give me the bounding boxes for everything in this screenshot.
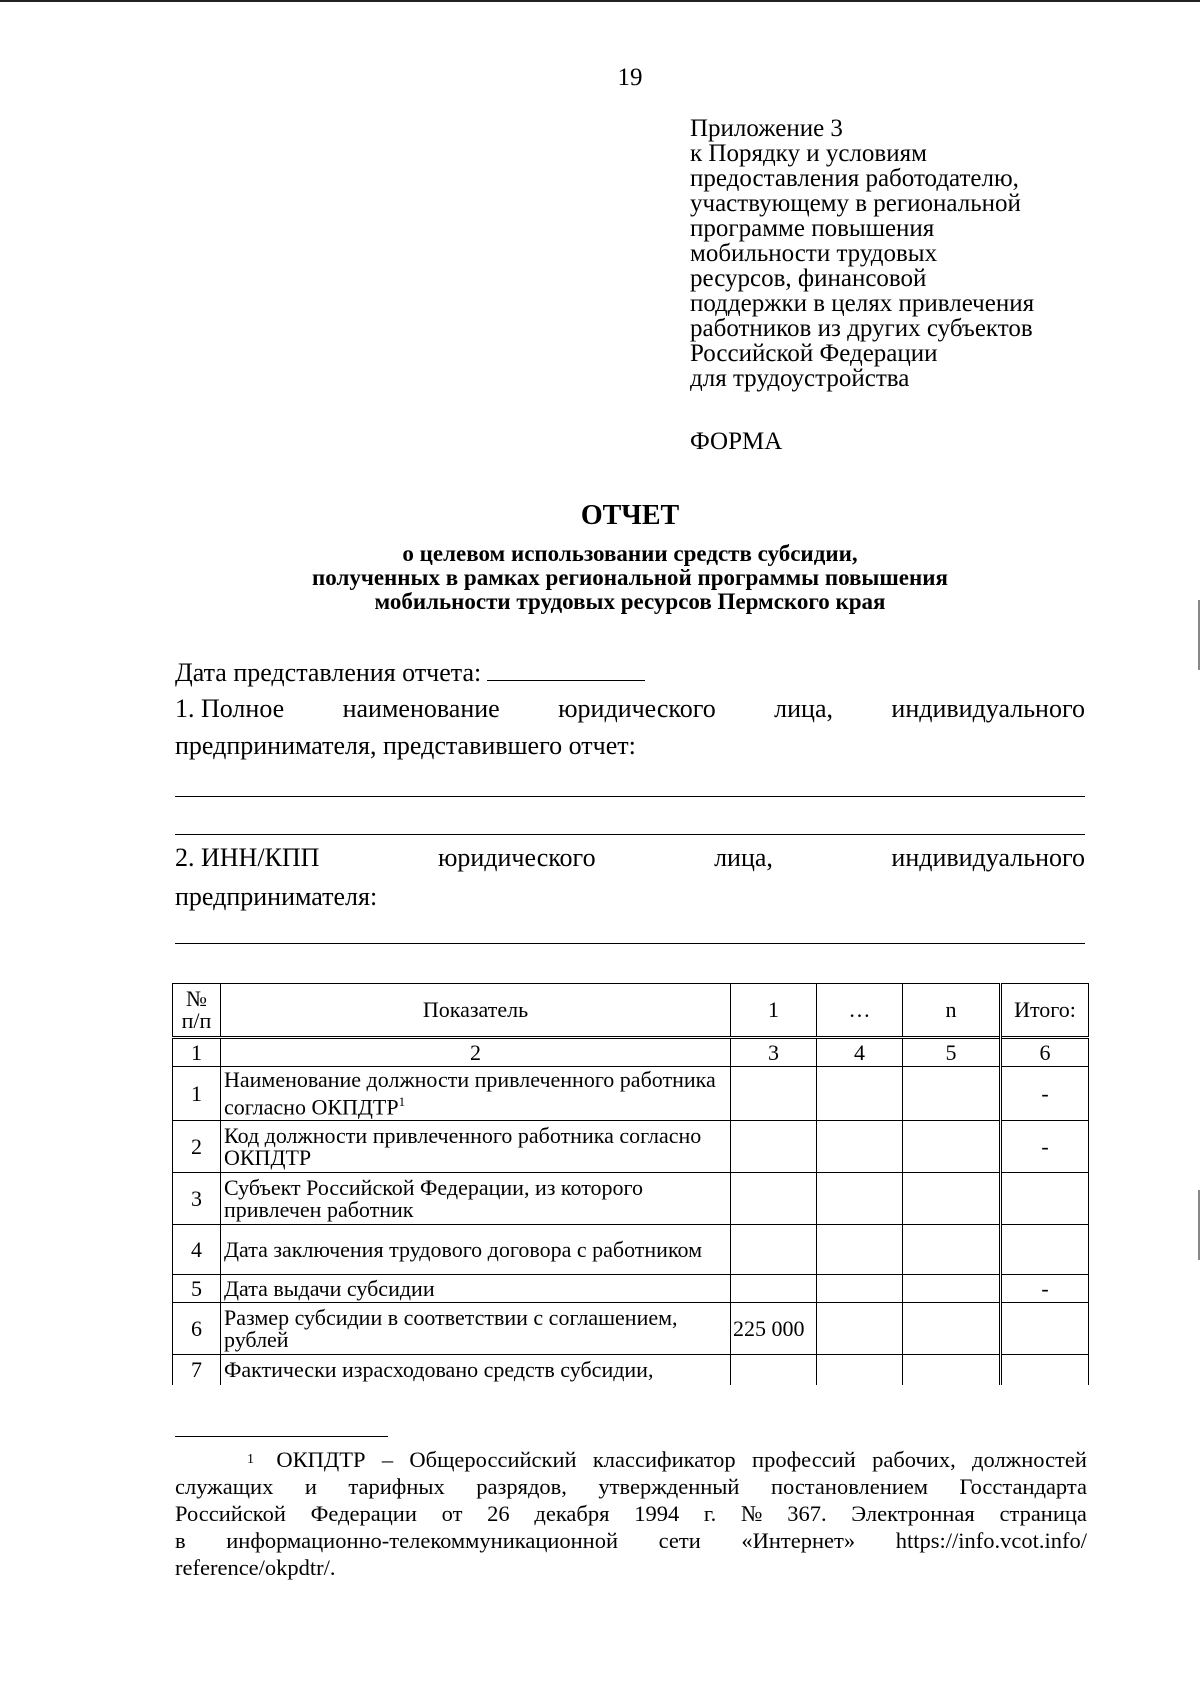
- report-subtitle: [175, 542, 1085, 614]
- value-total[interactable]: -: [1001, 1121, 1089, 1173]
- date-field: [175, 658, 645, 688]
- table-row: [173, 1225, 1089, 1275]
- value-col-n[interactable]: [903, 1225, 1001, 1275]
- report-title: ОТЧЕТ: [580, 500, 680, 531]
- row-indicator: [221, 1121, 731, 1173]
- row-indicator-text: Размер субсидии в соответствии с соглашением, рублей: [224, 1304, 678, 1352]
- header-indicator: Показатель: [221, 984, 731, 1038]
- table-header-row: [173, 984, 1089, 1038]
- row-number: 7: [173, 1355, 221, 1385]
- item-word: юридического: [437, 843, 596, 872]
- value-total[interactable]: [1001, 1303, 1089, 1355]
- row-number: 3: [173, 1173, 221, 1225]
- numbering-cell: 4: [817, 1038, 903, 1067]
- row-indicator: [221, 1173, 731, 1225]
- date-label: Дата представления отчета:: [175, 658, 482, 687]
- row-number: 5: [173, 1275, 221, 1303]
- footnote-word: рабочих,: [872, 1447, 956, 1472]
- footnote-line: [175, 1500, 1087, 1527]
- value-col-1[interactable]: 225 000: [731, 1303, 817, 1355]
- value-col-ellipsis[interactable]: [817, 1225, 903, 1275]
- value-col-1[interactable]: [731, 1067, 817, 1121]
- item-2-blank-line[interactable]: [175, 943, 1085, 944]
- item-1-blank-line[interactable]: [175, 796, 1085, 797]
- footnote-word: утвержденный: [598, 1474, 740, 1499]
- item-word: 1. Полное: [175, 694, 285, 723]
- footnote-line: [175, 1473, 1087, 1500]
- footnote-separator: [175, 1436, 388, 1437]
- row-indicator-text: Фактически израсходовано средств субсидии,: [224, 1356, 654, 1382]
- subtitle-line: о целевом использовании средств субсидии,: [402, 541, 858, 566]
- footnote-word: служащих: [175, 1474, 274, 1499]
- footnote-word: постановлением: [770, 1474, 929, 1499]
- footnote-word: в: [175, 1528, 186, 1553]
- header-col-ellipsis: …: [817, 984, 903, 1038]
- value-col-n[interactable]: [903, 1121, 1001, 1173]
- row-indicator-text: Дата выдачи субсидии: [224, 1275, 435, 1301]
- row-indicator: [221, 1355, 731, 1385]
- footnote-word: и: [304, 1474, 317, 1499]
- footnote-word: Госстандарта: [959, 1474, 1087, 1499]
- numbering-cell: 1: [173, 1038, 221, 1067]
- appendix-line: Приложение 3: [690, 115, 843, 142]
- footnote-line: [175, 1527, 1087, 1554]
- item-word: юридического: [558, 694, 716, 723]
- value-total[interactable]: [1001, 1225, 1089, 1275]
- footnote-reference: 1: [398, 1093, 406, 1109]
- value-col-n[interactable]: [903, 1173, 1001, 1225]
- appendix-line: к Порядку и условиям: [690, 140, 927, 167]
- footnote-word: 1994: [634, 1501, 680, 1526]
- page-top-border: [0, 0, 1200, 2]
- table-row: [173, 1275, 1089, 1303]
- report-table: [172, 983, 1089, 1385]
- row-indicator: [221, 1067, 731, 1121]
- footnote-word: 26: [487, 1501, 510, 1526]
- appendix-line: для трудоустройства: [690, 365, 910, 392]
- footnote-word: страница: [999, 1501, 1087, 1526]
- value-col-n[interactable]: [903, 1355, 1001, 1385]
- numbering-cell: 2: [221, 1038, 731, 1067]
- item-word: индивидуального: [891, 694, 1085, 723]
- row-indicator: [221, 1275, 731, 1303]
- date-blank-line[interactable]: [487, 660, 645, 681]
- value-col-1[interactable]: [731, 1225, 817, 1275]
- row-indicator: [221, 1303, 731, 1355]
- footnote-text: reference/okpdtr/.: [175, 1555, 336, 1580]
- row-indicator-text: Наименование должности привлеченного работника согласно ОКПДТР: [224, 1066, 716, 1120]
- value-col-ellipsis[interactable]: [817, 1173, 903, 1225]
- value-total[interactable]: [1001, 1173, 1089, 1225]
- row-number: 6: [173, 1303, 221, 1355]
- appendix-line: участвующему в региональной: [690, 190, 1021, 217]
- value-col-ellipsis[interactable]: [817, 1303, 903, 1355]
- appendix-line: программе повышения: [690, 215, 935, 242]
- appendix-line: поддержки в целях привлечения: [690, 290, 1035, 317]
- footnote-line: [175, 1446, 1087, 1473]
- table-row: [173, 1121, 1089, 1173]
- item-word: лица,: [714, 843, 773, 872]
- footnote-word: разрядов,: [476, 1474, 567, 1499]
- page-number: 19: [617, 64, 643, 91]
- item-word: лица,: [774, 694, 833, 723]
- footnote-word: должностей: [972, 1447, 1087, 1472]
- footnote-word: «Интернет»: [741, 1528, 856, 1553]
- header-total: Итого:: [1001, 984, 1089, 1038]
- subtitle-line: полученных в рамках региональной программы повышения: [312, 565, 948, 590]
- footnote-word: №: [740, 1501, 763, 1526]
- form-label: ФОРМА: [690, 428, 783, 455]
- header-number: № п/п: [173, 984, 221, 1038]
- appendix-line: ресурсов, финансовой: [690, 265, 927, 292]
- item-1-continuation: предпринимателя, представившего отчет:: [175, 731, 636, 760]
- value-col-ellipsis[interactable]: [817, 1067, 903, 1121]
- value-col-ellipsis[interactable]: [817, 1355, 903, 1385]
- footnote-word: Общероссийский: [409, 1447, 577, 1472]
- footnote-word: профессий: [752, 1447, 856, 1472]
- table-row: [173, 1067, 1089, 1121]
- item-2-text: [175, 843, 1085, 873]
- row-number: 4: [173, 1225, 221, 1275]
- footnote-word: Федерации: [310, 1501, 417, 1526]
- value-col-1[interactable]: [731, 1355, 817, 1385]
- footnote-line: [175, 1554, 1087, 1581]
- appendix-reference: [690, 116, 1130, 391]
- footnote-word: от: [441, 1501, 463, 1526]
- row-indicator-text: Субъект Российской Федерации, из которого привлечен работник: [224, 1174, 643, 1222]
- footnote-word: ОКПДТР: [276, 1447, 366, 1472]
- value-col-1[interactable]: [731, 1275, 817, 1303]
- row-number: 1: [173, 1067, 221, 1121]
- item-1-blank-line[interactable]: [175, 834, 1085, 835]
- appendix-line: работников из других субъектов: [690, 315, 1033, 342]
- footnote-word: 367.: [787, 1501, 827, 1526]
- appendix-line: мобильности трудовых: [690, 240, 938, 267]
- appendix-line: Российской Федерации: [690, 340, 938, 367]
- value-col-n[interactable]: [903, 1303, 1001, 1355]
- value-total[interactable]: -: [1001, 1275, 1089, 1303]
- value-col-1[interactable]: [731, 1173, 817, 1225]
- header-col-1: 1: [731, 984, 817, 1038]
- footnote-word: Электронная: [851, 1501, 975, 1526]
- value-col-n[interactable]: [903, 1275, 1001, 1303]
- row-indicator-text: Код должности привлеченного работника согласно ОКПДТР: [224, 1122, 702, 1170]
- numbering-cell: 3: [731, 1038, 817, 1067]
- header-col-n: n: [903, 984, 1001, 1038]
- item-2-continuation: предпринимателя:: [175, 882, 378, 911]
- value-col-n[interactable]: [903, 1067, 1001, 1121]
- footnote: [175, 1446, 1087, 1581]
- footnote-word: https://info.vcot.info/: [895, 1528, 1087, 1553]
- item-word: 2. ИНН/КПП: [175, 843, 320, 872]
- numbering-cell: 6: [1001, 1038, 1089, 1067]
- footnote-word: –: [381, 1447, 394, 1472]
- value-col-1[interactable]: [731, 1121, 817, 1173]
- item-word: индивидуального: [891, 843, 1085, 872]
- row-number: 2: [173, 1121, 221, 1173]
- footnote-marker: 1: [247, 1452, 254, 1467]
- footnote-word: классификатор: [592, 1447, 736, 1472]
- footnote-word: декабря: [534, 1501, 610, 1526]
- value-col-ellipsis[interactable]: [817, 1275, 903, 1303]
- item-word: наименование: [342, 694, 500, 723]
- item-1-text: [175, 694, 1085, 724]
- table-row: [173, 1173, 1089, 1225]
- footnote-word: сети: [658, 1528, 701, 1553]
- table-numbering-row: [173, 1038, 1089, 1067]
- subtitle-line: мобильности трудовых ресурсов Пермского края: [374, 589, 886, 614]
- footnote-word: информационно-телекоммуникационной: [226, 1528, 619, 1553]
- appendix-line: предоставления работодателю,: [690, 165, 1019, 192]
- table-row: [173, 1303, 1089, 1355]
- value-total[interactable]: [1001, 1355, 1089, 1385]
- footnote-word: Российской: [175, 1501, 286, 1526]
- row-indicator-text: Дата заключения трудового договора с работником: [224, 1236, 703, 1262]
- numbering-cell: 5: [903, 1038, 1001, 1067]
- row-indicator: [221, 1225, 731, 1275]
- value-total[interactable]: -: [1001, 1067, 1089, 1121]
- footnote-word: г.: [703, 1501, 717, 1526]
- footnote-word: тарифных: [348, 1474, 445, 1499]
- value-col-ellipsis[interactable]: [817, 1121, 903, 1173]
- table-row: [173, 1355, 1089, 1385]
